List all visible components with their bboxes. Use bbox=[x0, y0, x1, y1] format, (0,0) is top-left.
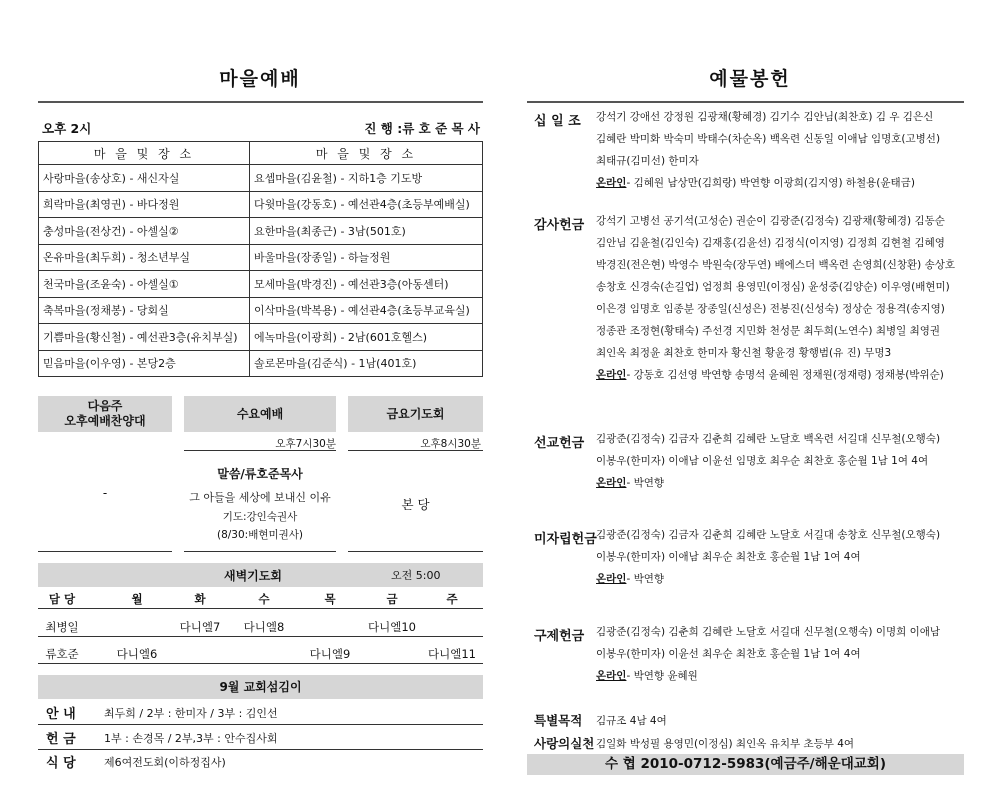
bank-account: 수 협 2010-0712-5983(예금주/해운대교회) bbox=[527, 754, 964, 775]
service-time: 오후 2시 bbox=[42, 121, 92, 136]
donor-line: 최태규(김미선) 한미자 bbox=[596, 155, 699, 167]
servant-role-label: 헌 금 bbox=[46, 732, 76, 747]
donor-line: 이은경 임명호 임종분 장종일(신성은) 전봉진(신성숙) 정상순 정용격(송지영) bbox=[596, 303, 945, 315]
online-donors-line bbox=[596, 665, 962, 687]
offering-category-label: 십 일 조 bbox=[534, 114, 581, 129]
divider bbox=[38, 551, 172, 552]
village-place-cell: 사랑마을(송상호) - 새신자실 bbox=[39, 165, 250, 192]
dawn-prayer-bar bbox=[38, 563, 483, 587]
online-donors-line bbox=[596, 472, 962, 494]
love-practice-value: 김일화 박성필 용영민(이정심) 최인옥 유치부 초등부 4여 bbox=[596, 738, 855, 750]
divider bbox=[184, 551, 336, 552]
village-place-cell: 충성마을(전상건) - 아셀실② bbox=[39, 218, 250, 245]
right-page-title: 예물봉헌 bbox=[709, 68, 791, 90]
online-donor-names: - 박연향 bbox=[626, 477, 664, 489]
donor-line: 이봉우(한미자) 이애남 이윤선 임명호 최우순 최찬호 홍순월 1남 1여 4여 bbox=[596, 455, 929, 467]
table-row bbox=[39, 191, 483, 218]
donor-line: 강석기 강애선 강정원 김광채(황혜경) 김기수 김안님(최찬호) 김 우 김은신 bbox=[596, 111, 934, 123]
dawn-header-cell: 주 bbox=[446, 592, 458, 606]
village-place-cell: 요셉마을(김윤철) - 지하1층 기도방 bbox=[249, 165, 482, 192]
table-row bbox=[39, 350, 483, 377]
dawn-header-cell: 월 bbox=[131, 592, 143, 606]
online-label: 온라인 bbox=[596, 177, 627, 189]
online-donor-names: - 강동호 김선영 박연향 송명석 윤혜원 정채원(정재령) 정채봉(박위순) bbox=[626, 369, 944, 381]
offering-donor-list bbox=[596, 428, 962, 494]
village-place-cell: 요한마을(최종근) - 3남(501호) bbox=[249, 218, 482, 245]
donor-line: 김광준(김정숙) 김금자 김춘희 김혜란 노달호 백옥련 서길대 신무철(오행숙) bbox=[596, 433, 941, 445]
online-donor-names: - 박연향 bbox=[626, 573, 664, 585]
village-place-cell: 에녹마을(이광희) - 2남(601호헬스) bbox=[249, 324, 482, 351]
servant-names: 1부 : 손경목 / 2부,3부 : 안수집사회 bbox=[104, 732, 278, 745]
wednesday-prayer: 기도:강인숙권사 bbox=[222, 511, 298, 523]
service-leader: 진 행 :류 호 준 목 사 bbox=[364, 121, 480, 136]
dawn-header-cell: 담 당 bbox=[48, 592, 76, 606]
table-row bbox=[39, 297, 483, 324]
friday-place: 본 당 bbox=[401, 497, 430, 512]
donor-line: 김안님 김윤철(김인숙) 김재홍(김윤선) 김정식(이지영) 김정희 김현철 김혜영 bbox=[596, 237, 945, 249]
online-donor-names: - 김혜원 남상만(김희랑) 박연향 이광희(김지영) 하철용(윤태금) bbox=[626, 177, 915, 189]
choir-value: - bbox=[102, 486, 108, 500]
online-donors-line bbox=[596, 172, 962, 194]
left-title-rule bbox=[38, 101, 483, 103]
friday-time: 오후8시30분 bbox=[420, 438, 481, 450]
donor-line: 강석기 고병선 공기석(고성순) 권순이 김광준(김정숙) 김광채(황혜경) 김동순 bbox=[596, 215, 945, 227]
dawn-schedule-cell: 최병일 bbox=[45, 620, 79, 634]
divider bbox=[184, 450, 336, 451]
wednesday-prayer-next: (8/30:배현미권사) bbox=[216, 529, 304, 541]
table-row bbox=[39, 165, 483, 192]
special-purpose-value: 김규조 4남 4여 bbox=[596, 715, 667, 727]
offering-donor-list bbox=[596, 621, 962, 687]
online-label: 온라인 bbox=[596, 573, 627, 585]
dawn-schedule-cell: 다니엘11 bbox=[428, 647, 476, 661]
village-place-cell: 믿음마을(이우영) - 본당2층 bbox=[39, 350, 250, 377]
servant-role-label: 식 당 bbox=[46, 756, 76, 771]
divider bbox=[38, 608, 483, 609]
village-places-table bbox=[38, 141, 483, 377]
dawn-schedule-cell: 다니엘10 bbox=[368, 620, 416, 634]
wednesday-time: 오후7시30분 bbox=[275, 438, 336, 450]
dawn-header-cell: 금 bbox=[386, 592, 398, 606]
divider bbox=[348, 551, 483, 552]
wednesday-sermon-title: 그 아들을 세상에 보내신 이유 bbox=[189, 491, 331, 504]
servant-role-label: 안 내 bbox=[46, 707, 76, 722]
village-place-cell: 바울마을(장종일) - 하늘정원 bbox=[249, 244, 482, 271]
table-row bbox=[39, 271, 483, 298]
choir-header: 다음주 오후예배찬양대 bbox=[38, 396, 172, 432]
dawn-prayer-time: 오전 5:00 bbox=[391, 569, 441, 582]
special-purpose-label: 특별목적 bbox=[534, 713, 583, 728]
village-place-cell: 천국마을(조윤숙) - 아셀실① bbox=[39, 271, 250, 298]
donor-line: 최인옥 최정윤 최찬호 한미자 황신철 황윤경 황행범(유 진) 무명3 bbox=[596, 347, 892, 359]
offering-category-label: 미자립헌금 bbox=[534, 532, 597, 547]
dawn-schedule-cell: 다니엘7 bbox=[179, 620, 221, 634]
offering-category-label: 구제헌금 bbox=[534, 629, 585, 644]
table-row bbox=[39, 218, 483, 245]
village-place-cell: 솔로몬마을(김준식) - 1남(401호) bbox=[249, 350, 482, 377]
table-row bbox=[39, 324, 483, 351]
dawn-schedule-cell: 다니엘8 bbox=[243, 620, 285, 634]
table-header-left: 마 을 및 장 소 bbox=[39, 142, 250, 165]
offering-donor-list bbox=[596, 210, 962, 386]
offering-donor-list bbox=[596, 106, 962, 194]
servant-names: 최두희 / 2부 : 한미자 / 3부 : 김인선 bbox=[104, 707, 278, 720]
wednesday-service-header: 수요예배 bbox=[184, 396, 336, 432]
donor-line: 이봉우(한미자) 이애남 최우순 최찬호 홍순월 1남 1여 4여 bbox=[596, 551, 861, 563]
wednesday-preacher: 말씀/류호준목사 bbox=[217, 467, 303, 481]
love-practice-label: 사랑의실천 bbox=[534, 736, 595, 751]
dawn-schedule-cell: 류호준 bbox=[45, 647, 79, 661]
donor-line: 김광준(김정숙) 김금자 김춘희 김혜란 노달호 서길대 송창호 신무철(오행숙) bbox=[596, 529, 941, 541]
village-place-cell: 다윗마을(강동호) - 예선관4층(초등부예배실) bbox=[249, 191, 482, 218]
divider bbox=[38, 724, 483, 725]
offering-donor-list bbox=[596, 524, 962, 590]
dawn-header-cell: 화 bbox=[194, 592, 206, 606]
village-place-cell: 이삭마을(박복용) - 예선관4층(초등부교육실) bbox=[249, 297, 482, 324]
village-place-cell: 기쁨마을(황신철) - 예선관3층(유치부실) bbox=[39, 324, 250, 351]
dawn-header-cell: 목 bbox=[324, 592, 336, 606]
dawn-schedule-cell: 다니엘6 bbox=[116, 647, 158, 661]
servant-names: 제6여전도회(이하정집사) bbox=[104, 756, 226, 769]
dawn-schedule-cell: 다니엘9 bbox=[309, 647, 351, 661]
donor-line: 정종관 조정현(황태숙) 주선경 지민화 천성문 최두희(노연수) 최병일 최영권 bbox=[596, 325, 941, 337]
dawn-prayer-title: 새벽기도회 bbox=[224, 569, 282, 583]
donor-line: 이봉우(한미자) 이윤선 최우순 최찬호 홍순월 1남 1여 4여 bbox=[596, 648, 861, 660]
september-servants-header: 9월 교회섬김이 bbox=[38, 675, 483, 699]
divider bbox=[38, 636, 483, 637]
right-title-rule bbox=[527, 101, 964, 103]
dawn-header-cell: 수 bbox=[258, 592, 270, 606]
table-row bbox=[39, 244, 483, 271]
donor-line: 김혜란 박미화 박숙미 박태수(차순옥) 백옥련 신동일 이애남 임명호(고병선) bbox=[596, 133, 941, 145]
left-page-title: 마을예배 bbox=[219, 68, 301, 90]
friday-prayer-header: 금요기도회 bbox=[348, 396, 483, 432]
online-donors-line bbox=[596, 568, 962, 590]
offering-category-label: 선교헌금 bbox=[534, 436, 585, 451]
village-place-cell: 온유마을(최두희) - 청소년부실 bbox=[39, 244, 250, 271]
table-header-right: 마 을 및 장 소 bbox=[249, 142, 482, 165]
divider bbox=[38, 663, 483, 664]
village-place-cell: 모세마을(박경진) - 예선관3층(아동센터) bbox=[249, 271, 482, 298]
online-label: 온라인 bbox=[596, 670, 627, 682]
village-place-cell: 축복마을(정채봉) - 당회실 bbox=[39, 297, 250, 324]
divider bbox=[348, 450, 483, 451]
village-place-cell: 희락마을(최영권) - 바다정원 bbox=[39, 191, 250, 218]
online-label: 온라인 bbox=[596, 369, 627, 381]
donor-line: 김광준(김정숙) 김춘희 김혜란 노달호 서길대 신무철(오행숙) 이명희 이애남 bbox=[596, 626, 941, 638]
online-donors-line bbox=[596, 364, 962, 386]
donor-line: 박경진(전은현) 박영수 박원숙(장두연) 배에스더 백옥련 손영희(신창환) 송상호 bbox=[596, 259, 956, 271]
online-label: 온라인 bbox=[596, 477, 627, 489]
donor-line: 송창호 신경숙(손길업) 엄정희 용영민(이정심) 윤성중(김양순) 이우영(배현미) bbox=[596, 281, 950, 293]
offering-category-label: 감사헌금 bbox=[534, 218, 585, 233]
divider bbox=[38, 749, 483, 750]
online-donor-names: - 박연향 윤혜원 bbox=[626, 670, 698, 682]
